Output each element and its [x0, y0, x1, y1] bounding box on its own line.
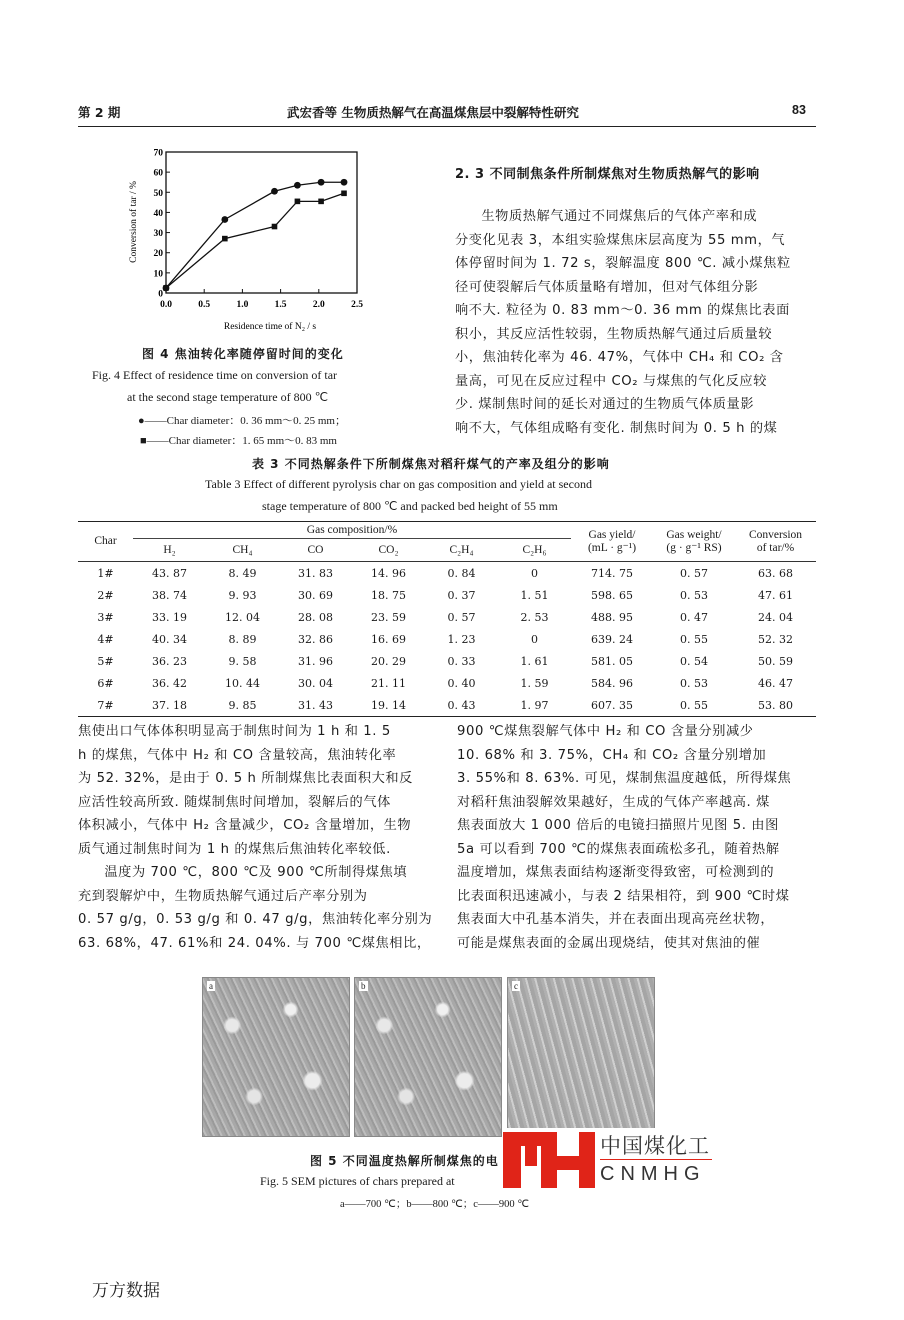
table-cell: 37. 18: [152, 698, 187, 712]
table-cell: 488. 95: [591, 610, 633, 624]
sem-image-c: [507, 977, 655, 1137]
table-cell: 0. 47: [680, 610, 708, 624]
circle-marker-icon: ●: [138, 415, 145, 427]
table-cell: 0. 53: [680, 676, 708, 690]
table-cell: 9. 93: [228, 588, 257, 602]
y-tick-label: 10: [153, 269, 163, 280]
x-tick-label: 1.0: [236, 300, 249, 310]
table-cell: 12. 04: [225, 610, 260, 624]
table-cell: 1. 59: [520, 676, 549, 690]
header-c2h4: C₂H₄: [449, 543, 474, 556]
table-row: [78, 562, 816, 585]
section-heading: 2. 3 不同制焦条件所制煤焦对生物质热解气的影响: [455, 167, 760, 182]
text-line: 63. 68%，47. 61%和 24. 04%. 与 700 ℃煤焦相比，: [78, 935, 431, 951]
text-line: 比表面积迅速减小，与表 2 结果相符，到 900 ℃时煤: [457, 888, 790, 904]
table-cell: 31. 83: [298, 566, 333, 580]
data-point-square: [222, 236, 228, 242]
data-point-circle: [271, 188, 278, 195]
y-tick-label: 40: [153, 208, 163, 219]
watermark-logo: [503, 1128, 718, 1190]
watermark-divider: [600, 1159, 712, 1160]
figure-4-caption-en-2: at the second stage temperature of 800 ℃: [127, 390, 329, 404]
chart-axes: [166, 152, 357, 293]
table-cell: 714. 75: [591, 566, 633, 580]
square-marker-icon: ■: [140, 435, 147, 447]
char-id-cell: 3#: [97, 610, 114, 624]
table-cell: 33. 19: [152, 610, 187, 624]
data-point-square: [272, 224, 278, 230]
table-cell: 8. 89: [228, 632, 257, 646]
table-cell: 40. 34: [152, 632, 187, 646]
table-cell: 0: [531, 566, 538, 580]
series-line-1: [166, 182, 344, 288]
table-cell: 43. 87: [152, 566, 187, 580]
y-tick-label: 0: [158, 289, 163, 300]
text-line: 为 52. 32%，是由于 0. 5 h 所制煤焦比表面积大和反: [78, 771, 413, 786]
header-gas-weight: Gas weight/ (g · g⁻¹ RS): [666, 528, 722, 554]
text-line: 量高，可见在反应过程中 CO₂ 与煤焦的气化反应较: [455, 373, 768, 389]
data-point-square: [163, 285, 169, 291]
text-line: 生物质热解气通过不同煤焦后的气体产率和成: [481, 209, 758, 224]
text-line: 5a 可以看到 700 ℃的煤焦表面疏松多孔，随着热解: [457, 841, 780, 857]
text-line: 响不大，气体组成略有变化. 制焦时间为 0. 5 h 的煤: [455, 420, 778, 436]
text-line: 小，焦油转化率为 46. 47%，气体中 CH₄ 和 CO₂ 含: [455, 350, 784, 365]
table-cell: 38. 74: [152, 588, 187, 602]
table-cell: 0. 53: [680, 588, 708, 602]
table-cell: 63. 68: [758, 566, 793, 580]
header-conversion: Conversion of tar/%: [748, 528, 803, 554]
text-line: 3. 55%和 8. 63%. 可见，煤制焦温度越低，所得煤焦: [457, 771, 792, 786]
text-line: 温度增加，煤焦表面结构逐渐变得致密，可检测到的: [457, 865, 775, 880]
data-point-circle: [294, 182, 301, 189]
series-line-2: [166, 193, 344, 288]
table-row: [78, 672, 816, 694]
left-column-text: [78, 720, 444, 955]
text-line: 900 ℃煤焦裂解气体中 H₂ 和 CO 含量分别减少: [457, 724, 754, 739]
text-line: 焦使出口气体体积明显高于制焦时间为 1 h 和 1. 5: [78, 724, 391, 739]
char-id-cell: 1#: [97, 566, 114, 580]
text-line: 少. 煤制焦时间的延长对通过的生物质气体质量影: [455, 397, 755, 412]
legend-item-square: [140, 432, 337, 448]
table-cell: 47. 61: [758, 588, 793, 602]
section-paragraph: [455, 205, 825, 440]
table-3: [78, 521, 816, 717]
legend-label: ——Char diameter：1. 65 mm～0. 83 mm: [146, 435, 337, 447]
table-cell: 19. 14: [371, 698, 406, 712]
table-cell: 584. 96: [591, 676, 633, 690]
table-cell: 16. 69: [371, 632, 406, 646]
table-cell: 1. 23: [447, 632, 476, 646]
panel-label-b: b: [361, 981, 366, 991]
running-title: 武宏香等 生物质热解气在高温煤焦层中裂解特性研究: [287, 105, 579, 120]
char-id-cell: 7#: [97, 698, 114, 712]
data-point-circle: [221, 216, 228, 223]
footer-source: 万方数据: [92, 1281, 160, 1301]
table-row: [78, 606, 816, 628]
text-line: 10. 68% 和 3. 75%，CH₄ 和 CO₂ 含量分别增加: [457, 747, 767, 763]
text-line: h 的煤焦，气体中 H₂ 和 CO 含量较高，焦油转化率: [78, 747, 397, 763]
data-point-square: [318, 199, 324, 205]
table-cell: 0. 84: [447, 566, 476, 580]
table-cell: 23. 59: [371, 610, 406, 624]
table-cell: 0. 57: [447, 610, 476, 624]
table-cell: 10. 44: [225, 676, 260, 690]
table-cell: 8. 49: [228, 566, 257, 580]
table-cell: 46. 47: [758, 676, 793, 690]
header-gas-yield: Gas yield/ (mL · g⁻¹): [587, 528, 637, 554]
table-cell: 36. 23: [152, 654, 187, 668]
table-cell: 31. 96: [298, 654, 333, 668]
table-cell: 0. 54: [680, 654, 708, 668]
panel-label-c: c: [514, 981, 518, 991]
data-point-circle: [318, 179, 325, 186]
table-cell: 0. 55: [680, 698, 708, 712]
sem-image-a: [202, 977, 350, 1137]
text-line: 温度为 700 ℃，800 ℃及 900 ℃所制得煤焦填: [104, 865, 408, 880]
y-tick-label: 50: [153, 188, 163, 199]
table-row: [78, 628, 816, 650]
char-id-cell: 5#: [97, 654, 114, 668]
table-cell: 28. 08: [298, 610, 333, 624]
text-line: 响不大. 粒径为 0. 83 mm～0. 36 mm 的煤焦比表面: [455, 303, 790, 318]
data-point-square: [295, 199, 301, 205]
figure-5-caption-cn: 图 5 不同温度热解所制煤焦的电: [310, 1154, 499, 1168]
text-line: 质气通过制焦时间为 1 h 的煤焦后焦油转化率较低.: [78, 841, 391, 857]
text-line: 焦表面放大 1 000 倍后的电镜扫描照片见图 5. 由图: [457, 818, 779, 833]
data-point-square: [341, 190, 347, 196]
table-cell: 1. 51: [520, 588, 549, 602]
table-cell: 50. 59: [758, 654, 793, 668]
y-tick-label: 70: [153, 148, 163, 159]
header-co: CO: [307, 543, 324, 556]
table-3-caption-en-2: stage temperature of 800 ℃ and packed bed height of 55 mm: [262, 499, 558, 513]
figure-5-caption-en: Fig. 5 SEM pictures of chars prepared at: [260, 1174, 455, 1188]
table-cell: 36. 42: [152, 676, 187, 690]
table-cell: 32. 86: [298, 632, 333, 646]
table-cell: 9. 85: [228, 698, 257, 712]
text-line: 径可使裂解后气体质量略有增加，但对气体组分影: [455, 279, 759, 295]
char-id-cell: 6#: [97, 676, 114, 690]
table-cell: 9. 58: [228, 654, 257, 668]
text-line: 分变化见表 3，本组实验煤焦床层高度为 55 mm，气: [455, 232, 786, 248]
page-number: 83: [792, 103, 806, 117]
table-cell: 0. 33: [447, 654, 476, 668]
table-cell: 30. 04: [298, 676, 333, 690]
table-cell: 0. 57: [680, 566, 708, 580]
table-cell: 1. 97: [520, 698, 549, 712]
table-row: [78, 694, 816, 717]
y-tick-label: 20: [153, 249, 163, 260]
table-cell: 2. 53: [520, 610, 549, 624]
table-cell: 53. 80: [758, 698, 793, 712]
table-cell: 24. 04: [758, 610, 793, 624]
watermark-cn: 中国煤化工: [600, 1134, 710, 1158]
text-line: 焦表面大中孔基本消失，并在表面出现高亮丝状物，: [457, 912, 775, 927]
text-line: 体积减小，气体中 H₂ 含量减少，CO₂ 含量增加，生物: [78, 818, 412, 833]
header-divider: [78, 126, 816, 127]
header-c2h6: C₂H₆: [522, 543, 547, 556]
legend-label: ——Char diameter：0. 36 mm～0. 25 mm；: [144, 415, 346, 427]
chart-ticks: [154, 149, 364, 311]
table-cell: 0. 40: [447, 676, 476, 690]
table-3-caption-cn: 表 3 不同热解条件下所制煤焦对稻秆煤气的产率及组分的影响: [252, 457, 610, 471]
table-cell: 31. 43: [298, 698, 333, 712]
table-row: [78, 584, 816, 606]
header-h2: H₂: [163, 543, 176, 556]
table-3-caption-en-1: Table 3 Effect of different pyrolysis char on gas composition and yield at second: [205, 477, 592, 491]
y-tick-label: 30: [153, 229, 163, 240]
header-co2: CO₂: [378, 543, 399, 556]
legend-item-circle: [138, 412, 346, 428]
table-row: [78, 650, 816, 672]
table-cell: 14. 96: [371, 566, 406, 580]
table-cell: 18. 75: [371, 588, 406, 602]
text-line: 充到裂解炉中，生物质热解气通过后产率分别为: [78, 888, 368, 904]
chart-series: [163, 179, 348, 292]
table-cell: 598. 65: [591, 588, 633, 602]
table-cell: 581. 05: [591, 654, 633, 668]
y-tick-label: 60: [153, 168, 163, 179]
watermark-en: CNMHG: [600, 1163, 706, 1185]
x-tick-label: 0.5: [198, 300, 211, 310]
x-tick-label: 0.0: [160, 300, 172, 310]
char-id-cell: 2#: [97, 588, 114, 602]
table-cell: 1. 61: [520, 654, 549, 668]
char-id-cell: 4#: [97, 632, 114, 646]
text-line: 体停留时间为 1. 72 s，裂解温度 800 ℃. 减小煤焦粒: [455, 256, 791, 271]
x-axis-label: Residence time of N₂ / s: [223, 322, 317, 332]
plot-frame: [166, 152, 357, 293]
panel-label-a: a: [209, 981, 213, 991]
data-point-circle: [341, 179, 348, 186]
table-cell: 0: [531, 632, 538, 646]
figure-4-chart: [110, 140, 380, 340]
x-tick-label: 1.5: [274, 300, 287, 310]
text-line: 对稻秆焦油裂解效果越好，生成的气体产率越高. 煤: [457, 794, 770, 810]
text-line: 应活性较高所致. 随煤制焦时间增加，裂解后的气体: [78, 794, 391, 810]
y-axis-label: Conversion of tar / %: [129, 181, 139, 263]
right-column-text: [457, 720, 823, 955]
table-cell: 0. 43: [447, 698, 476, 712]
table-body: [78, 562, 816, 717]
figure-5-caption-sub: a——700 ℃；b——800 ℃；c——900 ℃: [340, 1199, 530, 1210]
figure-4-caption-en-1: Fig. 4 Effect of residence time on conversion of tar: [92, 368, 338, 382]
text-line: 可能是煤焦表面的金属出现烧结，使其对焦油的催: [457, 935, 761, 951]
issue-label: 第 2 期: [78, 105, 121, 120]
table-cell: 639. 24: [591, 632, 633, 646]
figure-4-caption-cn: 图 4 焦油转化率随停留时间的变化: [142, 347, 344, 361]
table-cell: 0. 55: [680, 632, 708, 646]
table-cell: 30. 69: [298, 588, 333, 602]
text-line: 0. 57 g/g，0. 53 g/g 和 0. 47 g/g，焦油转化率分别为: [78, 912, 433, 927]
x-tick-label: 2.0: [312, 300, 325, 310]
table-cell: 21. 11: [371, 676, 406, 690]
header-gas-composition: Gas composition/%: [133, 522, 571, 539]
text-line: 积小，其反应活性较弱，生物质热解气通过后质量较: [455, 326, 773, 342]
table-cell: 20. 29: [371, 654, 406, 668]
header-ch4: CH₄: [232, 543, 253, 556]
x-tick-label: 2.5: [351, 300, 363, 310]
table-cell: 0. 37: [447, 588, 476, 602]
table-cell: 607. 35: [591, 698, 633, 712]
sem-image-b: [354, 977, 502, 1137]
header-char: Char: [94, 535, 117, 547]
table-cell: 52. 32: [758, 632, 793, 646]
